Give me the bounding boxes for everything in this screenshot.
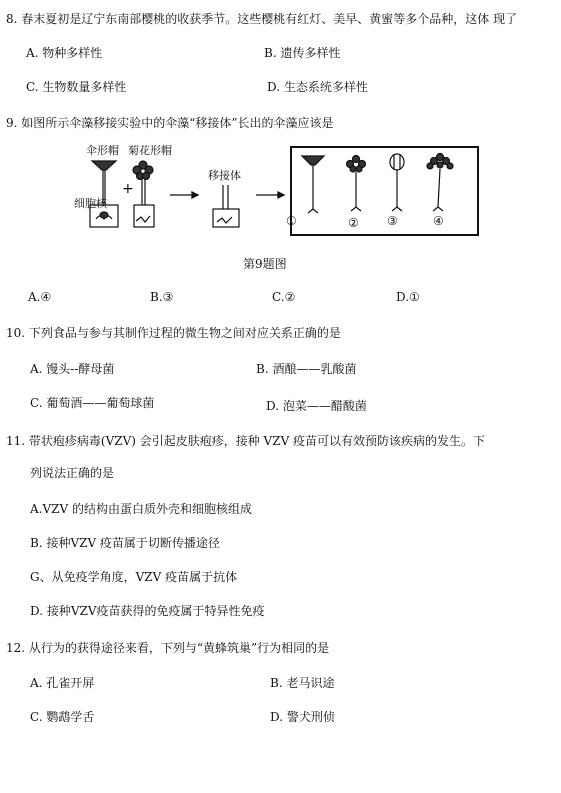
q12-option-c: C. 鹦鹉学舌 xyxy=(30,710,95,724)
arrow-right-icon xyxy=(170,192,198,198)
q12-option-d: D. 警犬刑侦 xyxy=(270,710,335,724)
option-number-1: ① xyxy=(286,214,297,228)
option-4-mixed-cap xyxy=(427,154,453,212)
q9-option-c: C.② xyxy=(272,290,296,304)
option-number-3: ③ xyxy=(387,214,398,228)
arrow-right-icon xyxy=(256,192,284,198)
q12-stem: 12. 从行为的获得途径来看，下列与“黄蜂筑巢”行为相同的是 xyxy=(6,641,330,655)
option-1-umbrella-cap xyxy=(302,156,324,213)
option-3-round-cap xyxy=(390,154,404,211)
flower-cap-alga xyxy=(133,161,154,227)
q10-option-b: B. 酒酿——乳酸菌 xyxy=(256,362,357,376)
q9-option-d: D.① xyxy=(396,290,420,304)
umbrella-cap-alga xyxy=(90,161,118,227)
q10-option-c: C. 葡萄酒——葡萄球菌 xyxy=(30,396,155,410)
q8-option-b: B. 遗传多样性 xyxy=(264,46,341,60)
q11-option-d: D. 接种VZV疫苗获得的免疫属于特异性免疫 xyxy=(30,604,265,618)
q12-option-a: A. 孔雀开屏 xyxy=(30,676,95,690)
q10-option-a: A. 馒头--酵母菌 xyxy=(30,362,115,376)
q8-option-a: A. 物种多样性 xyxy=(26,46,103,60)
option-2-flower-cap xyxy=(347,156,366,212)
q9-stem: 9. 如图所示伞藻移接实验中的伞藻“移接体”长出的伞藻应该是 xyxy=(6,116,334,130)
q11-option-c: G、从免疫学角度，VZV 疫苗属于抗体 xyxy=(30,570,238,584)
q9-option-a: A.④ xyxy=(28,290,52,304)
label-nucleus: 细胞核 xyxy=(74,197,107,210)
label-umbrella-cap: 伞形帽 xyxy=(86,144,119,157)
q11-option-a: A.VZV 的结构由蛋白质外壳和细胞核组成 xyxy=(30,502,252,516)
q9-option-b: B.③ xyxy=(150,290,174,304)
graft-body xyxy=(213,185,239,227)
q11-stem-line1: 11. 带状疱疹病毒(VZV) 会引起皮肤疱疹，接种 VZV 疫苗可以有效预防该疾病的发生。下 xyxy=(6,434,486,448)
q10-option-d: D. 泡菜——醋酸菌 xyxy=(266,399,367,413)
q8-stem: 8. 春末夏初是辽宁东南部樱桃的收获季节。这些樱桃有红灯、美早、黄蜜等多个品种，这体 现了 xyxy=(6,12,518,26)
q8-option-d: D. 生态系统多样性 xyxy=(267,80,368,94)
label-graft: 移接体 xyxy=(208,169,241,182)
q8-option-c: C. 生物数量多样性 xyxy=(26,80,127,94)
q9-figure-acetabularia-graft xyxy=(74,143,480,237)
q9-figure-caption: 第9题图 xyxy=(243,257,287,271)
q12-option-b: B. 老马识途 xyxy=(270,676,335,690)
q10-stem: 10. 下列食品与参与其制作过程的微生物之间对应关系正确的是 xyxy=(6,326,341,340)
option-number-4: ④ xyxy=(433,214,444,228)
q9-figure-svg xyxy=(74,143,480,237)
q11-option-b: B. 接种VZV 疫苗属于切断传播途径 xyxy=(30,536,220,550)
q11-stem-line2: 列说法正确的是 xyxy=(30,466,115,480)
option-number-2: ② xyxy=(348,216,359,230)
label-flower-cap: 菊花形帽 xyxy=(128,144,172,157)
plus-sign: + xyxy=(122,181,134,197)
